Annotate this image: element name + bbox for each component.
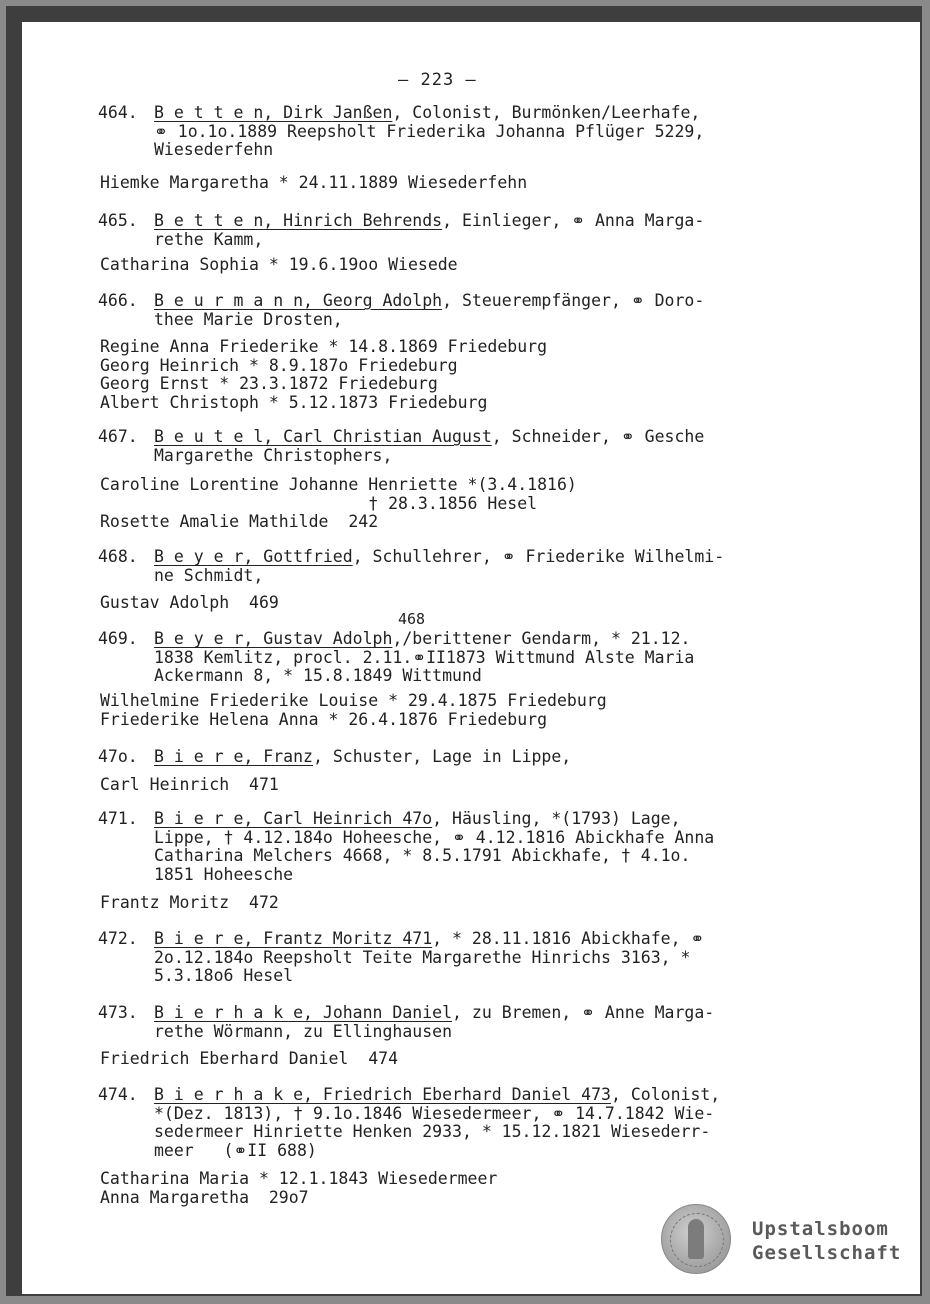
children-list [100, 476, 577, 532]
entry-line [154, 1142, 804, 1161]
entry-text [154, 212, 804, 249]
entry-details: Lippe, † 4.12.184o Hoheesche, ⚭ 4.12.1816 Abickhafe Anna [154, 827, 715, 847]
entry-details: Ackermann 8, * 15.8.1849 Wittmund [154, 666, 482, 685]
entry-details: Catharina Melchers 4668, * 8.5.1791 Abickhafe, † 4.1o. [154, 846, 691, 865]
entry-line [154, 949, 804, 968]
entry-details: , Colonist, [610, 1085, 721, 1104]
surname: B e y e r [154, 547, 244, 566]
entry-details: *(Dez. 1813), † 9.1o.1846 Wiesedermeer, ⚭ 14.7.1842 Wie- [154, 1103, 715, 1123]
surname: B e y e r [154, 629, 244, 648]
entry-text [154, 748, 804, 767]
surname: B i e r e [154, 747, 244, 766]
surname: B e t t e n [154, 211, 264, 230]
given-names: , Gustav Adolph [243, 629, 393, 648]
children-list [100, 894, 279, 913]
entry-line [154, 428, 804, 447]
surname: B e u r m a n n [154, 291, 304, 310]
given-names: , Frantz Moritz 471 [243, 929, 433, 948]
entry-text [154, 428, 804, 465]
entry-number: 465. [98, 211, 138, 230]
given-names: , Hinrich Behrends [263, 211, 443, 230]
entry-number: 467. [98, 427, 138, 446]
reference-annotation: 468 [398, 610, 426, 628]
entry-line [154, 104, 804, 123]
entry-details: , Colonist, Burmönken/Leerhafe, [392, 103, 701, 122]
entry-line [154, 212, 804, 231]
entry-line [154, 1086, 804, 1105]
entry-line [154, 567, 804, 586]
entry-details: ne Schmidt, [154, 565, 264, 585]
entry-line [154, 141, 804, 160]
entry-number: 472. [98, 929, 138, 948]
children-list [100, 594, 279, 613]
entry-line [154, 1004, 804, 1023]
children-list [100, 1170, 497, 1207]
entry-number: 473. [98, 1003, 138, 1022]
entry-details: 1838 Kemlitz, procl. 2.11.⚭II1873 Wittmund Alste Maria [154, 647, 695, 667]
entry-number: 468. [98, 547, 138, 566]
entry-line [154, 630, 804, 649]
entry-line [154, 649, 804, 668]
child-entry: Friedrich Eberhard Daniel 474 [100, 1049, 399, 1068]
entry-details: 2o.12.184o Reepsholt Teite Margarethe Hinrichs 3163, * [154, 947, 691, 967]
child-entry: Anna Margaretha 29o7 [100, 1187, 309, 1207]
entry-line [154, 1123, 804, 1142]
entry-number: 469. [98, 629, 138, 648]
entry-details: 1851 Hoheesche [154, 864, 294, 884]
entry-details: , Schuster, Lage in Lippe, [312, 747, 572, 766]
entry-details: thee Marie Drosten, [154, 309, 343, 329]
child-entry: Rosette Amalie Mathilde 242 [100, 512, 379, 531]
entry-text [154, 630, 804, 686]
given-names: , Carl Heinrich 47o [243, 809, 433, 828]
child-entry: Frantz Moritz 472 [100, 893, 279, 912]
surname: B i e r e [154, 929, 244, 948]
given-names: , Friedrich Eberhard Daniel 473 [303, 1085, 611, 1104]
surname: B e u t e l [154, 427, 264, 446]
entry-line [154, 866, 804, 885]
entry-text [154, 1086, 804, 1160]
entry-details: meer (⚭II 688) [154, 1140, 317, 1160]
child-entry: Friederike Helena Anna * 26.4.1876 Friedeburg [100, 709, 548, 729]
entry-line [154, 829, 804, 848]
logo-line-1: Upstalsboom [752, 1218, 889, 1240]
entry-number: 47o. [98, 747, 138, 766]
entry-line [154, 231, 804, 250]
children-list [100, 256, 458, 275]
child-entry: Georg Ernst * 23.3.1872 Friedeburg [100, 374, 438, 393]
entry-line [154, 1023, 804, 1042]
children-list [100, 692, 607, 729]
children-list [100, 776, 279, 795]
entry-line [154, 930, 804, 949]
entry-line [154, 123, 804, 142]
children-list [100, 1050, 398, 1069]
entry-number: 464. [98, 103, 138, 122]
seal-icon [661, 1204, 731, 1274]
entry-text [154, 930, 804, 986]
entry-line [154, 447, 804, 466]
child-entry: Albert Christoph * 5.12.1873 Friedeburg [100, 392, 488, 412]
child-entry: Georg Heinrich * 8.9.187o Friedeburg [100, 355, 458, 375]
given-names: , Franz [243, 747, 313, 766]
entry-details: , zu Bremen, ⚭ Anne Marga- [452, 1003, 715, 1022]
entry-details: 5.3.18o6 Hesel [154, 966, 294, 985]
entry-line [154, 748, 804, 767]
entry-line [154, 1105, 804, 1124]
children-list [100, 174, 527, 193]
entry-number: 466. [98, 291, 138, 310]
given-names: , Gottfried [243, 547, 353, 566]
entry-text [154, 548, 804, 585]
entry-number: 471. [98, 809, 138, 828]
child-entry: Carl Heinrich 471 [100, 775, 279, 794]
entry-details: , Steuerempfänger, ⚭ Doro- [442, 291, 705, 310]
seal-tree-figure [688, 1219, 704, 1259]
children-list [100, 338, 547, 412]
surname: B i e r h a k e [154, 1085, 304, 1104]
entry-line [154, 292, 804, 311]
entry-line [154, 847, 804, 866]
entry-details: , Schneider, ⚭ Gesche [491, 427, 705, 446]
entry-text [154, 1004, 804, 1041]
entry-details: ⚭ 1o.1o.1889 Reepsholt Friederika Johanna Pflüger 5229, [154, 121, 705, 141]
child-entry: Caroline Lorentine Johanne Henriette *(3.4.1816) [100, 475, 577, 494]
child-entry: † 28.3.1856 Hesel [100, 493, 538, 513]
entry-details: ,/berittener Gendarm, * 21.12. [392, 629, 691, 648]
entry-line [154, 967, 804, 986]
child-entry: Gustav Adolph 469 [100, 593, 279, 612]
entry-text [154, 292, 804, 329]
surname: B i e r h a k e [154, 1003, 304, 1022]
entry-line [154, 667, 804, 686]
entry-details: sedermeer Hinriette Henken 2933, * 15.12.1821 Wiesederr- [154, 1122, 711, 1141]
surname: B i e r e [154, 809, 244, 828]
child-entry: Hiemke Margaretha * 24.11.1889 Wiesederfehn [100, 173, 528, 192]
surname: B e t t e n [154, 103, 264, 122]
entry-details: Wiesederfehn [154, 140, 274, 159]
entry-details: , Häusling, *(1793) Lage, [432, 809, 681, 828]
child-entry: Catharina Sophia * 19.6.19oo Wiesede [100, 255, 458, 274]
given-names: , Carl Christian August [263, 427, 492, 446]
entry-text [154, 104, 804, 160]
entry-line [154, 810, 804, 829]
given-names: , Johann Daniel [303, 1003, 453, 1022]
entry-text [154, 810, 804, 884]
page-number: – 223 – [398, 70, 477, 90]
child-entry: Wilhelmine Friederike Louise * 29.4.1875 Friedeburg [100, 691, 607, 710]
entry-details: rethe Kamm, [154, 229, 264, 249]
child-entry: Catharina Maria * 12.1.1843 Wiesedermeer [100, 1169, 498, 1188]
entry-details: , Einlieger, ⚭ Anna Marga- [442, 211, 705, 230]
entry-number: 474. [98, 1085, 138, 1104]
entry-details: rethe Wörmann, zu Ellinghausen [154, 1021, 453, 1041]
entry-details: , Schullehrer, ⚭ Friederike Wilhelmi- [352, 547, 725, 566]
logo-line-2: Gesellschaft [752, 1242, 902, 1264]
child-entry: Regine Anna Friederike * 14.8.1869 Friedeburg [100, 337, 548, 356]
entry-line [154, 311, 804, 330]
given-names: , Georg Adolph [303, 291, 443, 310]
entry-details: Margarethe Christophers, [154, 445, 393, 465]
entry-details: , * 28.11.1816 Abickhafe, ⚭ [432, 929, 705, 948]
entry-line [154, 548, 804, 567]
given-names: , Dirk Janßen [263, 103, 393, 122]
